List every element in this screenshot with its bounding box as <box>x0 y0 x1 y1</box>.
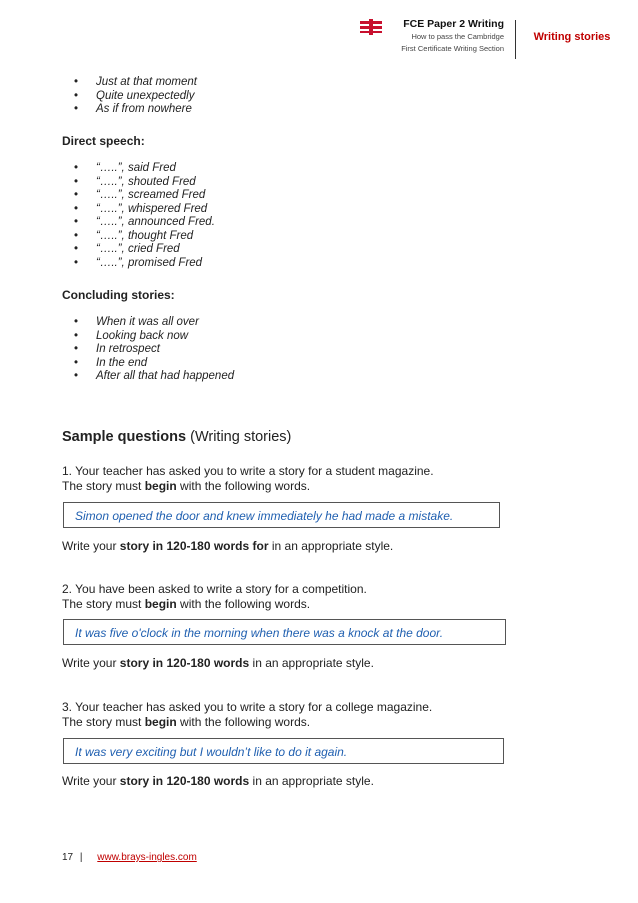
header-title-block <box>364 18 504 55</box>
bullet-icon: • <box>74 89 79 102</box>
list-item: • “…..”, screamed Fred <box>74 189 206 201</box>
concluding-list <box>74 316 234 384</box>
bullet-icon: • <box>74 189 79 201</box>
header-subtitle-2: First Certificate Writing Section <box>401 44 504 53</box>
intro-list <box>74 76 197 117</box>
website-link[interactable]: www.brays-ingles.com <box>97 852 197 863</box>
bullet-icon: • <box>74 356 79 369</box>
list-item: • “…..”, cried Fred <box>74 243 180 255</box>
list-item: • Just at that moment <box>74 76 197 88</box>
bullet-icon: • <box>74 162 79 174</box>
bullet-icon: • <box>74 175 79 188</box>
direct-speech-list <box>74 162 215 270</box>
header-section-title: Writing stories <box>533 31 611 43</box>
header-divider <box>515 20 516 59</box>
bullet-icon: • <box>74 243 79 255</box>
bullet-icon: • <box>74 202 79 215</box>
list-item: • After all that had happened <box>74 370 235 382</box>
header-title: FCE Paper 2 Writing <box>403 18 504 30</box>
question-3-quote: It was very exciting but I wouldn’t like to do it again. <box>75 745 348 759</box>
list-item: • Quite unexpectedly <box>74 89 195 102</box>
list-item: • “…..”, thought Fred <box>74 229 194 242</box>
list-item: • “…..”, shouted Fred <box>74 175 196 188</box>
list-item: • “…..”, announced Fred. <box>74 216 215 228</box>
bullet-icon: • <box>74 370 79 382</box>
list-item: • In the end <box>74 356 148 369</box>
question-1-instruction: Write your story in 120-180 words for in an appropriate style. <box>62 539 394 553</box>
question-2-quote: It was five o'clock in the morning when there was a knock at the door. <box>75 626 444 640</box>
bullet-icon: • <box>74 229 79 242</box>
question-1-prompt: 1. Your teacher has asked you to write a story for a student magazine. The story must begin with the following words. <box>62 464 434 493</box>
direct-speech-heading: Direct speech: <box>62 134 145 148</box>
concluding-heading: Concluding stories: <box>62 288 175 302</box>
question-2-prompt: 2. You have been asked to write a story for a competition. The story must begin with the following words. <box>62 582 367 611</box>
bullet-icon: • <box>74 103 79 115</box>
bullet-icon: • <box>74 76 79 88</box>
bullet-icon: • <box>74 256 79 269</box>
list-item: • In retrospect <box>74 343 160 355</box>
bullet-icon: • <box>74 343 79 355</box>
question-3-instruction: Write your story in 120-180 words in an appropriate style. <box>62 774 374 788</box>
page-footer <box>62 852 197 863</box>
question-1-quote: Simon opened the door and knew immediately he had made a mistake. <box>75 509 454 523</box>
list-item: • “…..”, promised Fred <box>74 256 203 269</box>
page-number: 17 <box>62 852 74 863</box>
sample-questions-heading: Sample questions (Writing stories) <box>62 429 292 445</box>
list-item: • Looking back now <box>74 329 189 342</box>
question-2-instruction: Write your story in 120-180 words in an appropriate style. <box>62 656 374 670</box>
question-3-quote-box <box>63 738 504 764</box>
footer-separator: | <box>79 852 83 863</box>
question-3-prompt: 3. Your teacher has asked you to write a story for a college magazine. The story must begin with the following words. <box>62 700 433 729</box>
list-item: • “…..”, whispered Fred <box>74 202 208 215</box>
page-header <box>0 0 638 60</box>
question-2-quote-box <box>63 619 506 645</box>
bullet-icon: • <box>74 216 79 228</box>
list-item: • “…..”, said Fred <box>74 162 176 174</box>
bullet-icon: • <box>74 316 79 328</box>
bullet-icon: • <box>74 329 79 342</box>
question-1-quote-box <box>63 502 500 528</box>
list-item: • As if from nowhere <box>74 103 192 115</box>
list-item: • When it was all over <box>74 316 199 328</box>
header-subtitle-1: How to pass the Cambridge <box>411 32 504 41</box>
